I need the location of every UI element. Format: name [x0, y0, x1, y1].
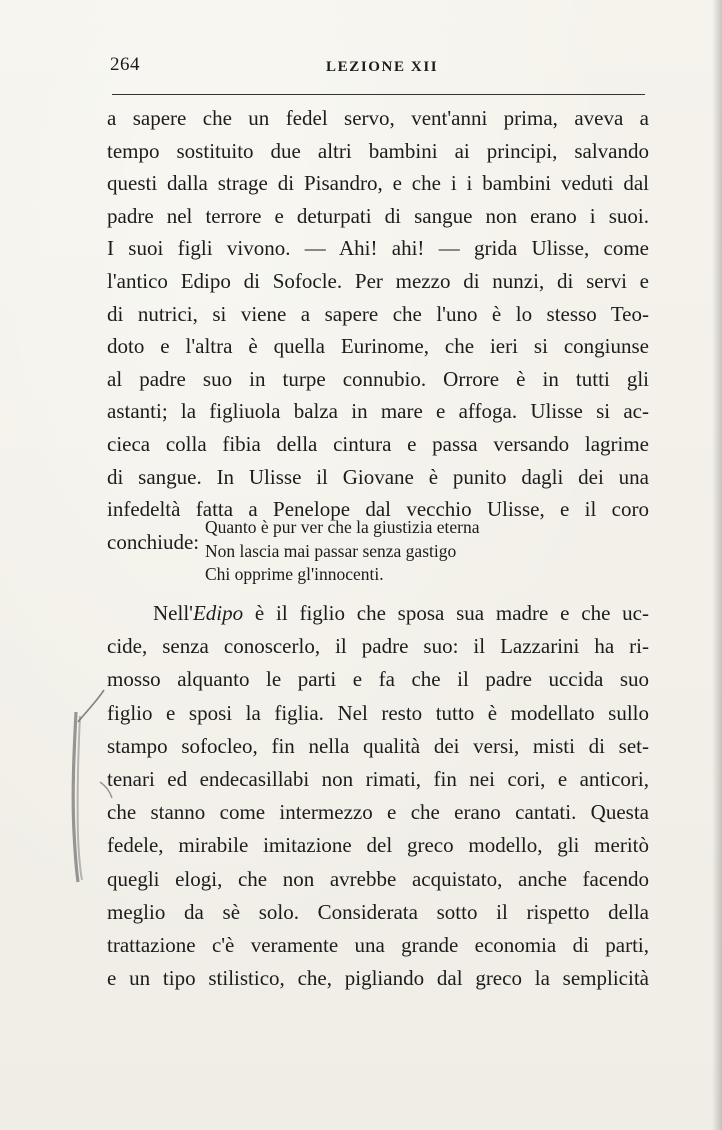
- paragraph-2: [107, 597, 649, 995]
- text-line: questi dalla strage di Pisandro, e che i i bambini veduti dal: [107, 171, 649, 196]
- text-line: al padre suo in turpe connubio. Orrore è in tutti gli: [107, 366, 649, 391]
- text-line: astanti; la figliuola balza in mare e affoga. Ulisse si ac-: [107, 399, 649, 424]
- verse-quote: [205, 516, 480, 587]
- text-line: cide, senza conoscerlo, il padre suo: il Lazzarini ha ri-: [107, 634, 649, 659]
- text-line: I suoi figli vivono. — Ahi! ahi! — grida Ulisse, come: [107, 236, 649, 261]
- text-line: padre nel terrore e deturpati di sangue non erano i suoi.: [107, 203, 649, 228]
- text-line: mosso alquanto le parti e fa che il padre uccida suo: [107, 667, 649, 692]
- paragraph-1: [107, 102, 649, 558]
- text-line: doto e l'altra è quella Eurinome, che ieri si congiunse: [107, 334, 649, 359]
- text-line: meglio da sè solo. Considerata sotto il rispetto della: [107, 899, 649, 924]
- text-line-first: [107, 597, 649, 630]
- text-rest: è il figlio che sposa sua madre e che uc-: [243, 601, 649, 625]
- text-line: a sapere che un fedel servo, vent'anni prima, aveva a: [107, 106, 649, 130]
- pencil-margin-mark: [56, 682, 116, 892]
- text-line: tenari ed endecasillabi non rimati, fin nei cori, e anticori,: [107, 767, 649, 792]
- text-prefix: Nell': [153, 601, 193, 625]
- text-line: cieca colla fibia della cintura e passa versando lagrime: [107, 431, 649, 456]
- page-number: 264: [110, 54, 140, 75]
- text-line: che stanno come intermezzo e che erano cantati. Questa: [107, 800, 649, 825]
- running-head: LEZIONE XII: [326, 59, 439, 75]
- verse-line: Chi opprime gl'innocenti.: [205, 564, 384, 584]
- page-edge-shadow: [712, 0, 722, 1130]
- text-line: e un tipo stilistico, che, pigliando dal greco la semplicità: [107, 966, 649, 991]
- header-rule: [112, 94, 645, 95]
- text-line: fedele, mirabile imitazione del greco modello, gli meritò: [107, 833, 649, 858]
- text-line: l'antico Edipo di Sofocle. Per mezzo di nunzi, di servi e: [107, 268, 649, 293]
- work-title: Edipo: [192, 601, 244, 625]
- verse-line: Non lascia mai passar senza gastigo: [205, 540, 457, 561]
- text-line: stampo sofocleo, fin nella qualità dei versi, misti di set-: [107, 733, 649, 758]
- text-line: infedeltà fatta a Penelope dal vecchio Ulisse, e il coro: [107, 497, 649, 522]
- text-line: trattazione c'è veramente una grande economia di parti,: [107, 933, 649, 958]
- text-line: tempo sostituito due altri bambini ai principi, salvando: [107, 138, 649, 163]
- text-line: di sangue. In Ulisse il Giovane è punito dagli dei una: [107, 464, 649, 489]
- text-line: di nutrici, si viene a sapere che l'uno è lo stesso Teo-: [107, 301, 649, 326]
- verse-line: Quanto è pur ver che la giustizia eterna: [205, 517, 480, 537]
- text-line: quegli elogi, che non avrebbe acquistato, anche facendo: [107, 866, 649, 891]
- text-line: figlio e sposi la figlia. Nel resto tutto è modellato sullo: [107, 700, 649, 725]
- text-line: conchiude:: [107, 529, 200, 554]
